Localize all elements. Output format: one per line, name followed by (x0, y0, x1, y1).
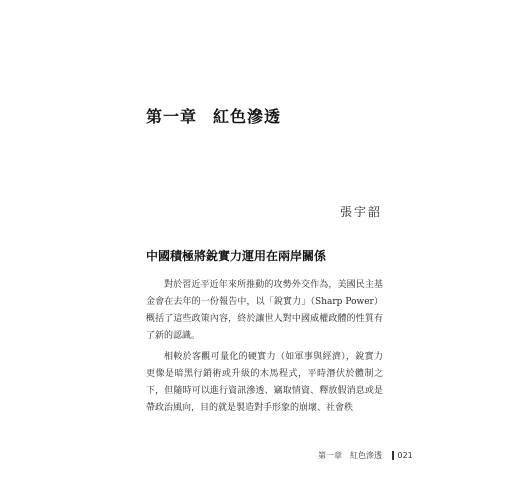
page-footer (318, 450, 413, 461)
paragraph: 對於習近平近年來所推動的攻勢外交作為，美國民主基金會在去年的一份報告中，以「銳實力」（Sharp Power）概括了這些政策內容，終於讓世人對中國威權政體的性質有了新的認識。 (146, 280, 383, 341)
chapter-name: 紅色滲透 (213, 107, 282, 126)
chapter-number: 第一章 (146, 107, 198, 126)
footer-separator (392, 451, 394, 460)
author-name: 張宇韶 (340, 205, 383, 219)
running-title: 第一章 紅色滲透 (318, 451, 382, 460)
page-number: 021 (397, 451, 413, 460)
section-heading: 中國積極將銳實力運用在兩岸關係 (146, 249, 327, 263)
body-text (146, 277, 383, 421)
chapter-title (146, 104, 281, 127)
paragraph: 相較於客觀可量化的硬實力（如軍事與經濟），銳實力更像是暗黑行銷術或升級的木馬程式，平時潛伏於體制之下，但隨時可以進行資訊滲透、竊取情資、釋放假消息或是帶政治風向，目的就是製造對手形象的崩壞、社會秩 (146, 352, 383, 413)
